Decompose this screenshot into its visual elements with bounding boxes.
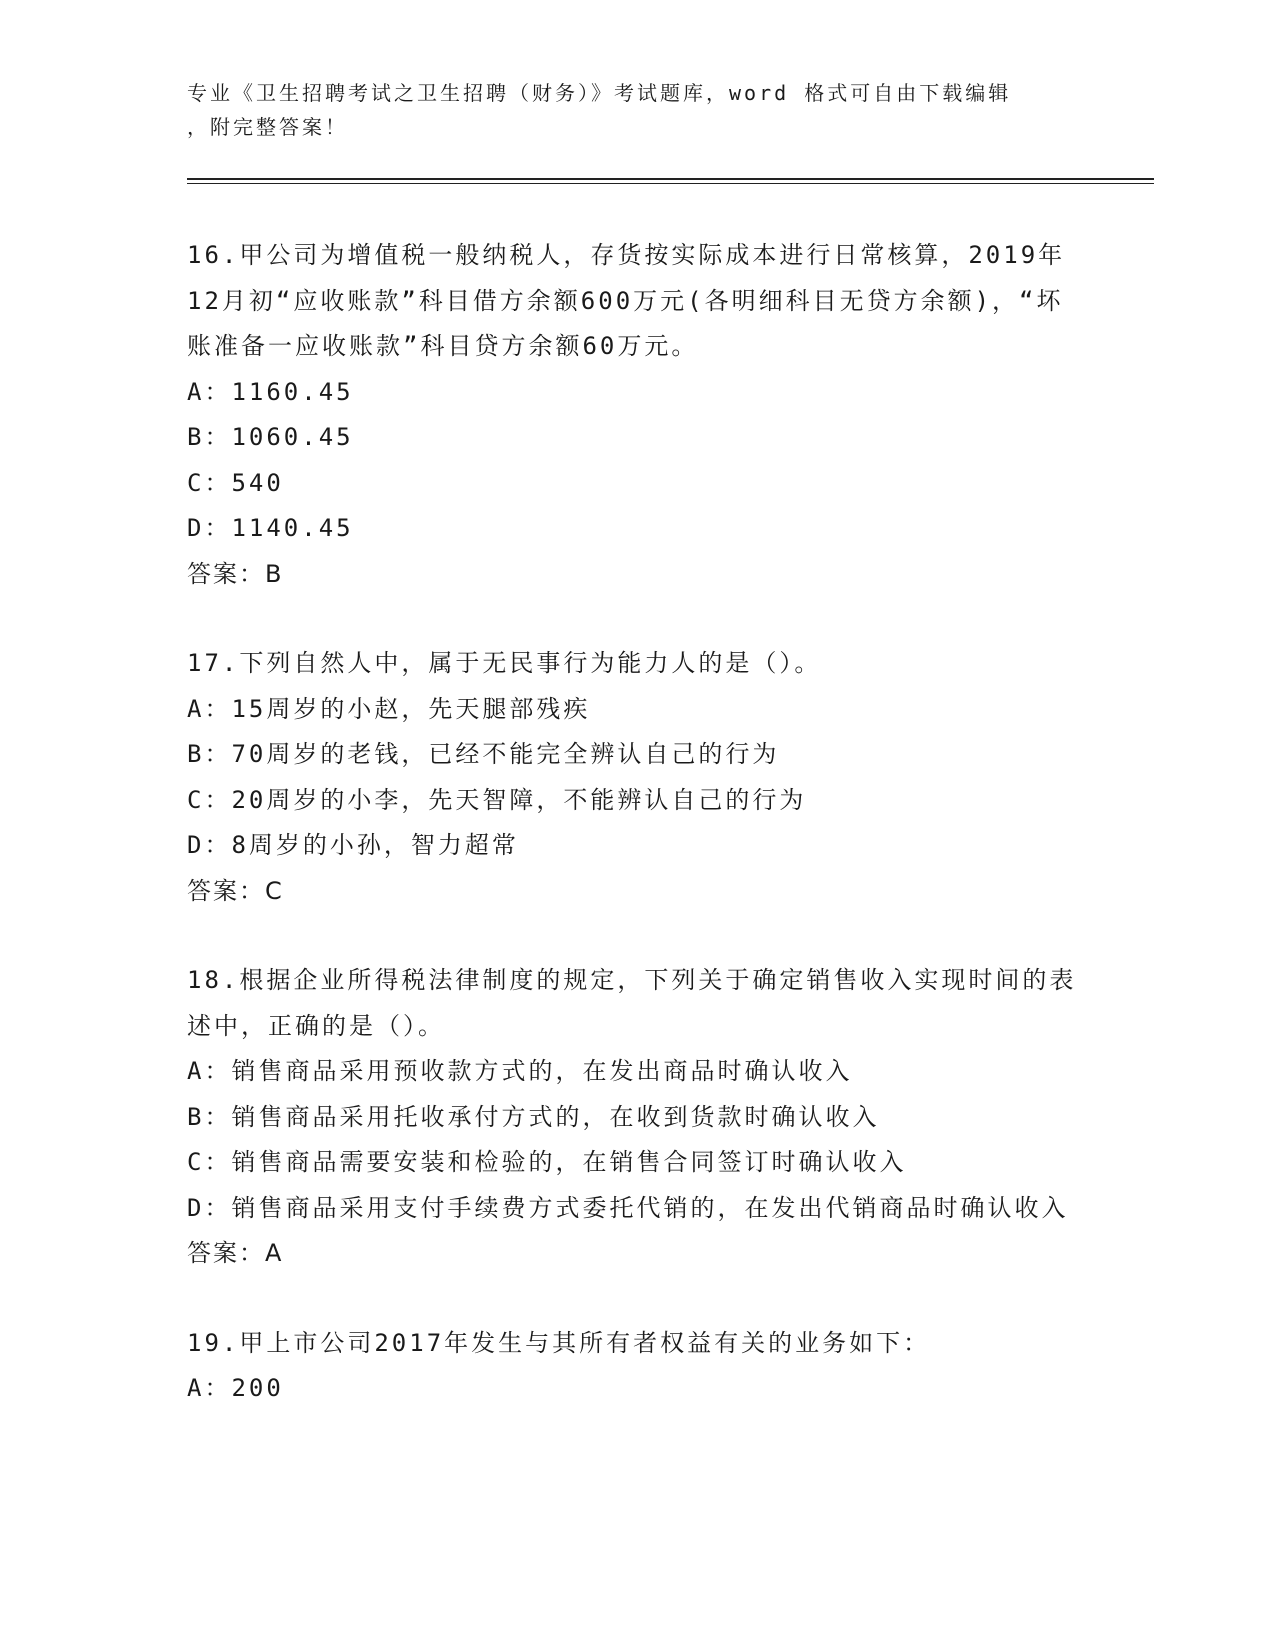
option-c: C：销售商品需要安装和检验的，在销售合同签订时确认收入 bbox=[187, 1148, 907, 1176]
document-header bbox=[187, 76, 1087, 144]
option-b: B：销售商品采用托收承付方式的，在收到货款时确认收入 bbox=[187, 1102, 880, 1131]
option-b: B：70周岁的老钱，已经不能完全辨认自己的行为 bbox=[187, 740, 780, 768]
option-d: D：8周岁的小孙，智力超常 bbox=[187, 831, 519, 859]
option-c: C：20周岁的小李，先天智障，不能辨认自己的行为 bbox=[187, 785, 807, 814]
option-c: C：540 bbox=[187, 468, 284, 497]
header-divider-thick bbox=[187, 178, 1154, 180]
question-text: 19.甲上市公司2017年发生与其所有者权益有关的业务如下： bbox=[187, 1328, 931, 1357]
option-a: A：销售商品采用预收款方式的，在发出商品时确认收入 bbox=[187, 1057, 853, 1085]
option-a: A：200 bbox=[187, 1374, 284, 1402]
header-divider-thin bbox=[187, 183, 1154, 184]
answer: 答案：A bbox=[187, 1239, 284, 1267]
option-b: B：1060.45 bbox=[187, 423, 354, 451]
question-text: 18.根据企业所得税法律制度的规定，下列关于确定销售收入实现时间的表述中，正确的是（）。 bbox=[187, 966, 1077, 1040]
question-list bbox=[187, 233, 1087, 1456]
option-a: A：1160.45 bbox=[187, 377, 354, 406]
header-line-2: ，附完整答案！ bbox=[187, 115, 348, 139]
answer: 答案：C bbox=[187, 876, 284, 905]
answer: 答案：B bbox=[187, 559, 284, 588]
question-text: 17.下列自然人中，属于无民事行为能力人的是（）。 bbox=[187, 649, 822, 677]
question-16 bbox=[187, 233, 1087, 597]
question-19 bbox=[187, 1321, 1087, 1412]
option-d: D：销售商品采用支付手续费方式委托代销的，在发出代销商品时确认收入 bbox=[187, 1193, 1069, 1222]
question-18 bbox=[187, 958, 1087, 1277]
question-17 bbox=[187, 641, 1087, 914]
header-line-1: 专业《卫生招聘考试之卫生招聘（财务）》考试题库，word 格式可自由下载编辑 bbox=[187, 81, 1012, 105]
question-text: 16.甲公司为增值税一般纳税人，存货按实际成本进行日常核算，2019年12月初“应收账款”科目借方余额600万元(各明细科目无贷方余额)，“坏账准备一应收账款”科目贷方余额60万元。 bbox=[187, 241, 1066, 360]
option-d: D：1140.45 bbox=[187, 514, 354, 542]
option-a: A：15周岁的小赵，先天腿部残疾 bbox=[187, 694, 591, 723]
